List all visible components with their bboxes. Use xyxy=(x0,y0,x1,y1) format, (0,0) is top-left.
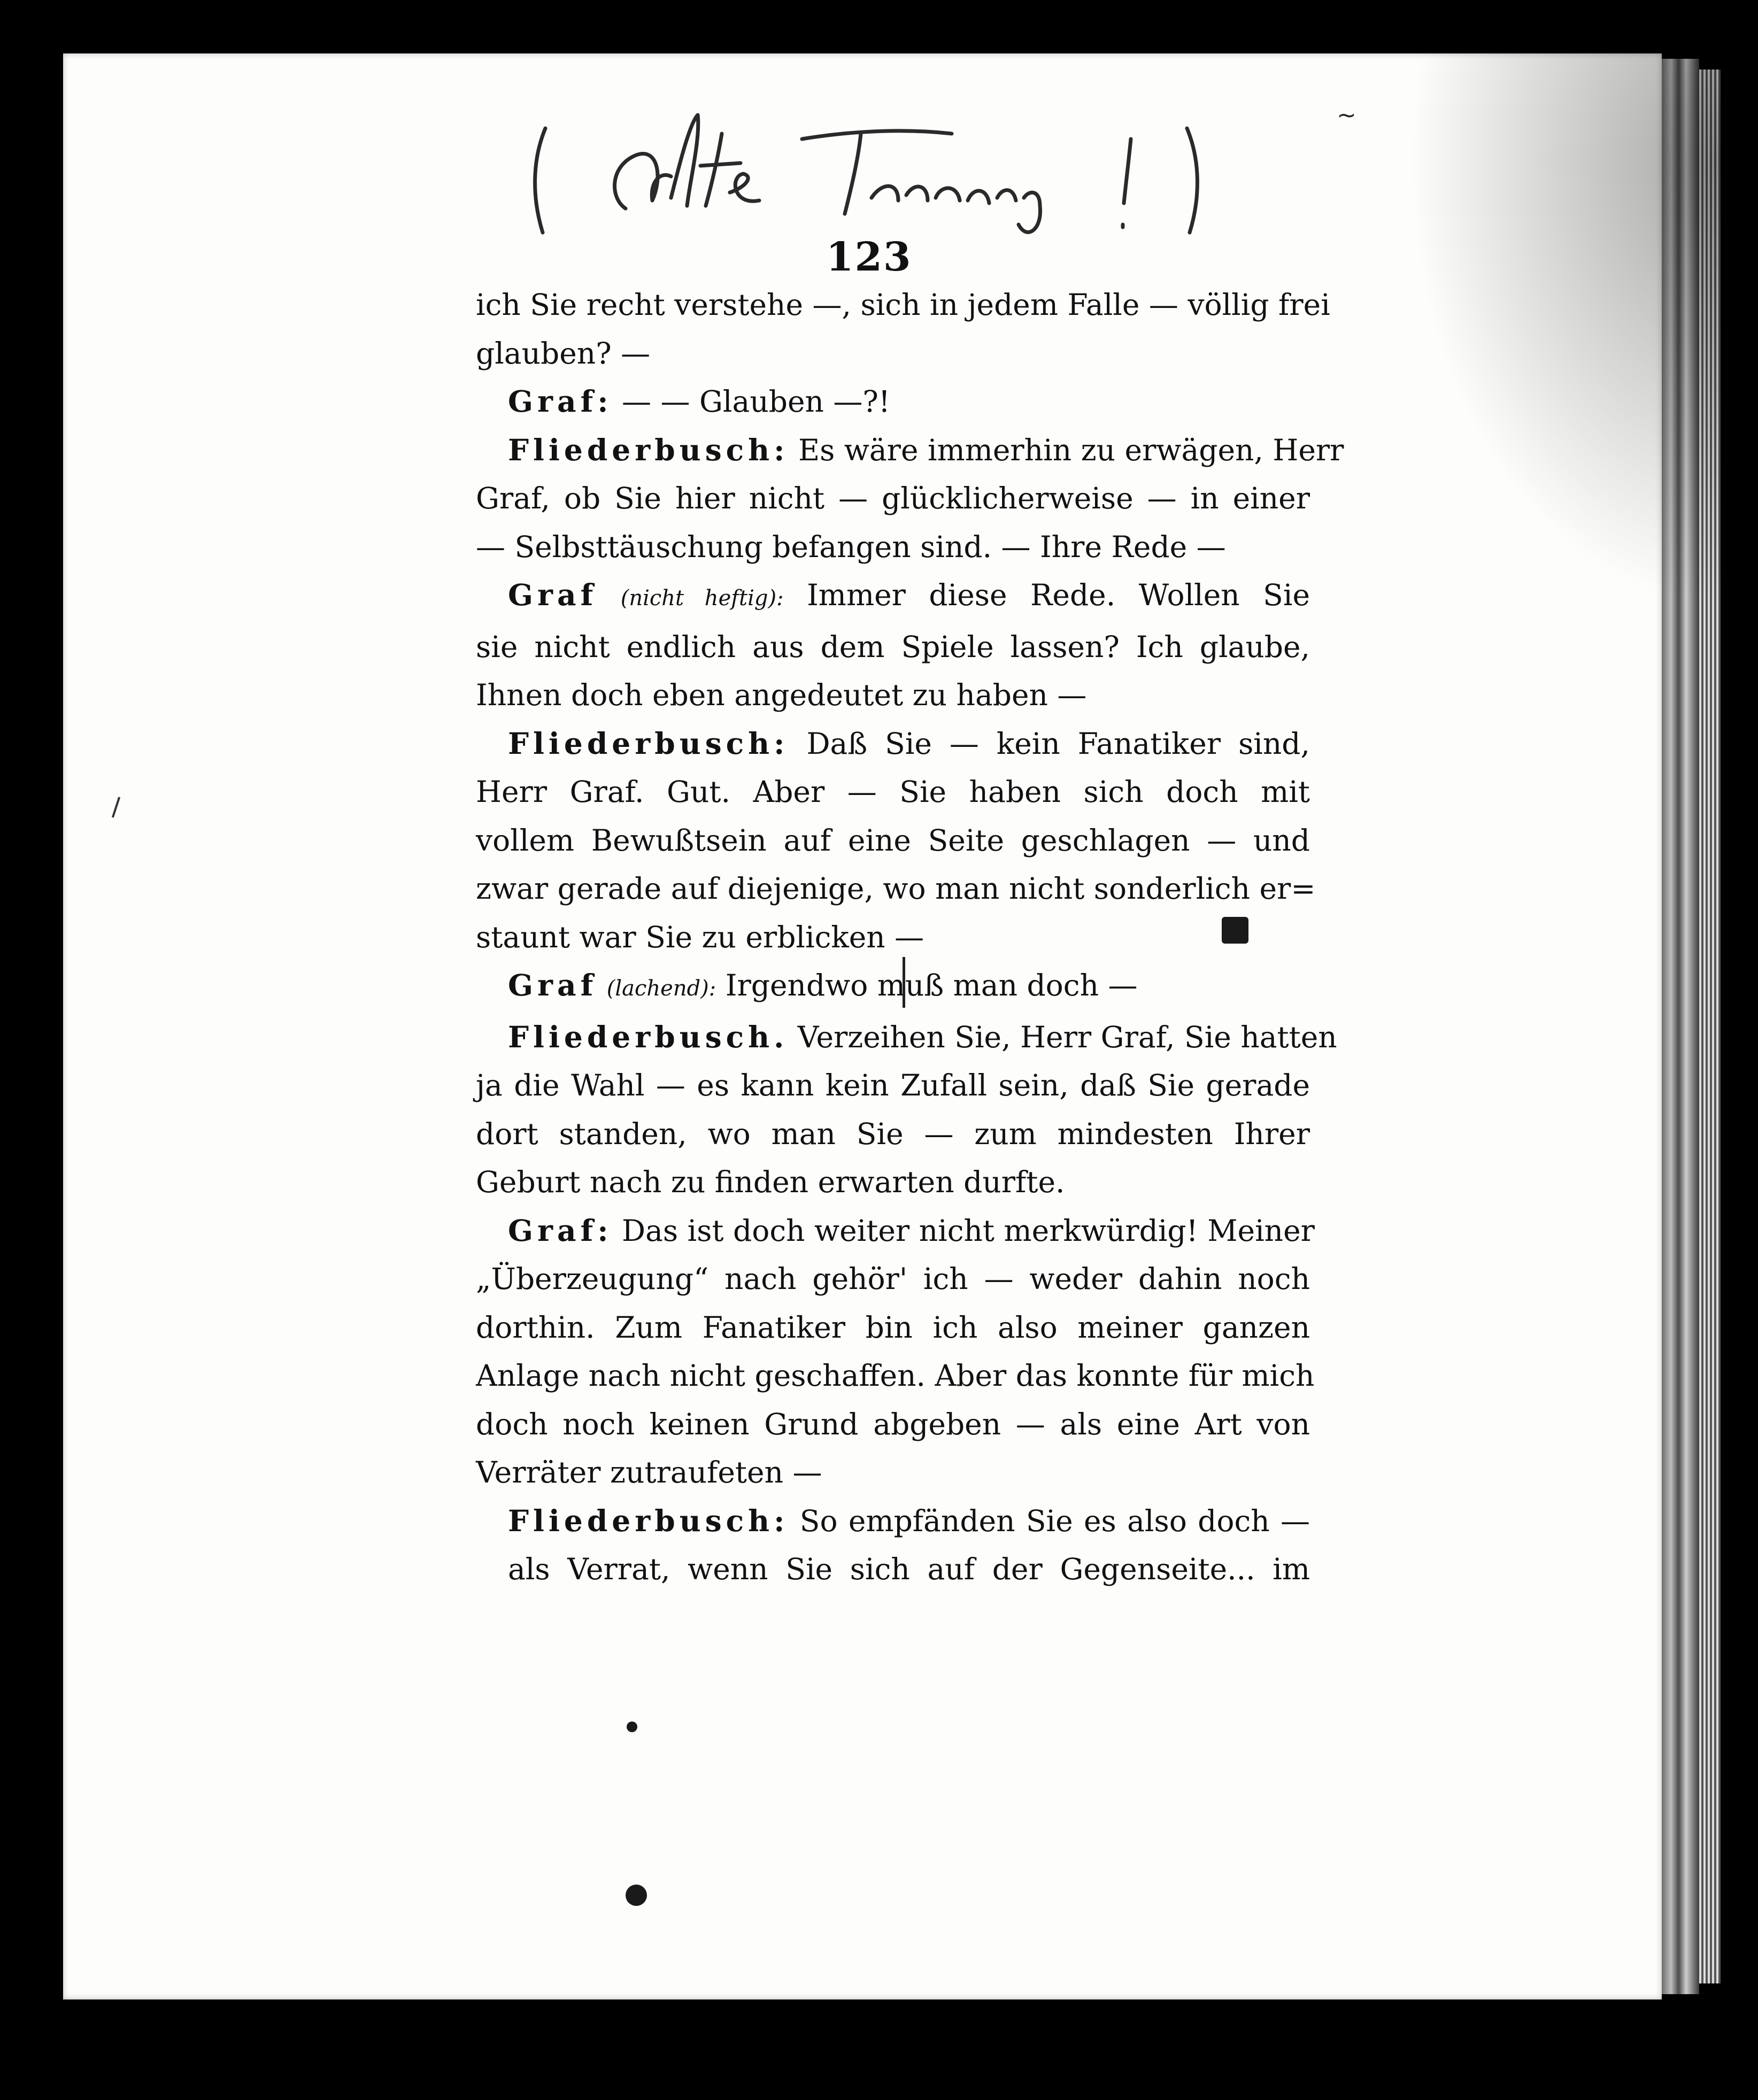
line-text: Es wäre immerhin zu erwägen, Herr xyxy=(798,433,1344,467)
text-line xyxy=(476,1352,1315,1400)
speaker-name: Graf: xyxy=(508,1213,613,1248)
text-line xyxy=(476,864,1316,913)
text-line xyxy=(476,671,1310,720)
line-text: zwar gerade auf diejenige, wo man nicht sonderlich er= xyxy=(476,871,1316,906)
line-text: vollem Bewußtsein auf eine Seite geschlagen — und xyxy=(476,823,1310,858)
dialogue-line xyxy=(476,1013,1337,1062)
dialogue-line xyxy=(476,720,1310,768)
line-text: Herr Graf. Gut. Aber — Sie haben sich doch mit xyxy=(476,775,1310,809)
text-line xyxy=(476,474,1310,523)
line-text: Geburt nach zu finden erwarten durfte. xyxy=(476,1165,1065,1199)
page-number: 123 xyxy=(826,234,912,280)
ink-blot xyxy=(626,1885,647,1906)
text-line xyxy=(476,1448,1310,1497)
text-line xyxy=(476,1061,1310,1110)
line-text: „Überzeugung“ nach gehör' ich — weder dahin noch xyxy=(476,1262,1310,1296)
text-line xyxy=(476,913,1310,962)
line-text: ich Sie recht verstehe —, sich in jedem Falle — völlig frei xyxy=(476,288,1330,322)
page-stack-edge xyxy=(1662,59,1699,1994)
svg-text:( Alte Fassung ! ): ( Alte Fassung ! ) xyxy=(1203,108,1250,114)
line-text: Immer diese Rede. Wollen Sie xyxy=(807,578,1310,612)
text-line xyxy=(476,1545,1310,1594)
text-line xyxy=(476,1255,1310,1303)
line-text: dort standen, wo man Sie — zum mindesten Ihrer xyxy=(476,1116,1310,1151)
text-line xyxy=(476,329,1310,378)
dialogue-line xyxy=(476,1497,1310,1546)
body-text xyxy=(476,281,1344,1594)
speaker-name: Fliederbusch: xyxy=(508,725,789,761)
line-text: glauben? — xyxy=(476,336,651,370)
text-line xyxy=(476,816,1310,865)
dialogue-line xyxy=(476,426,1344,475)
stage-direction: (lachend): xyxy=(606,976,716,1001)
line-text: dorthin. Zum Fanatiker bin ich also meiner ganzen xyxy=(476,1310,1310,1345)
line-text: staunt war Sie zu erblicken — xyxy=(476,920,924,954)
text-line xyxy=(476,768,1310,816)
line-text: ja die Wahl — es kann kein Zufall sein, daß Sie gerade xyxy=(476,1068,1310,1102)
text-line xyxy=(476,523,1310,572)
speaker-name: Graf xyxy=(508,577,598,612)
text-line xyxy=(476,1400,1310,1449)
dialogue-line xyxy=(476,571,1310,623)
line-text: sie nicht endlich aus dem Spiele lassen? Ich glaube, xyxy=(476,629,1310,664)
line-text: — Selbsttäuschung befangen sind. — Ihre Rede — xyxy=(476,529,1226,564)
stage-direction: (nicht heftig): xyxy=(620,586,784,611)
speaker-name: Fliederbusch: xyxy=(508,1503,789,1538)
handwritten-squiggle: ~ xyxy=(1337,102,1356,129)
text-line xyxy=(476,1303,1310,1352)
speaker-name: Fliederbusch: xyxy=(508,432,789,467)
text-line xyxy=(476,1158,1310,1207)
dialogue-line xyxy=(476,961,1310,1013)
line-text: — — Glauben —?! xyxy=(622,384,890,419)
handwritten-annotation xyxy=(529,91,1250,251)
text-line xyxy=(476,623,1310,671)
speaker-name: Graf: xyxy=(508,384,613,419)
dialogue-line xyxy=(476,1207,1315,1255)
text-line xyxy=(476,281,1330,329)
line-text: Das ist doch weiter nicht merkwürdig! Meiner xyxy=(622,1213,1315,1248)
line-text: Verzeihen Sie, Herr Graf, Sie hatten xyxy=(797,1020,1337,1054)
text-line xyxy=(476,1110,1310,1159)
ink-smudge xyxy=(1222,917,1248,944)
line-text: Daß Sie — kein Fanatiker sind, xyxy=(806,726,1310,761)
line-text: doch noch keinen Grund abgeben — als eine Art von xyxy=(476,1407,1310,1441)
line-text: Verräter zutraufeten — xyxy=(476,1455,822,1489)
line-text: So empfänden Sie es also doch — xyxy=(799,1503,1310,1538)
speaker-name: Graf xyxy=(508,968,598,1002)
speaker-name: Fliederbusch. xyxy=(508,1019,789,1054)
ink-dot xyxy=(627,1721,637,1732)
line-text: Ihnen doch eben angedeutet zu haben — xyxy=(476,678,1087,712)
dialogue-line xyxy=(476,377,1310,426)
margin-bracket-mark xyxy=(903,957,913,1008)
line-text: Anlage nach nicht geschaffen. Aber das konnte für mich xyxy=(476,1358,1315,1393)
line-text: als Verrat, wenn Sie sich auf der Gegenseite... im xyxy=(508,1552,1310,1586)
line-text: Irgendwo muß man doch — xyxy=(725,968,1138,1002)
line-text: Graf, ob Sie hier nicht — glücklicherweise — in einer xyxy=(476,481,1310,515)
